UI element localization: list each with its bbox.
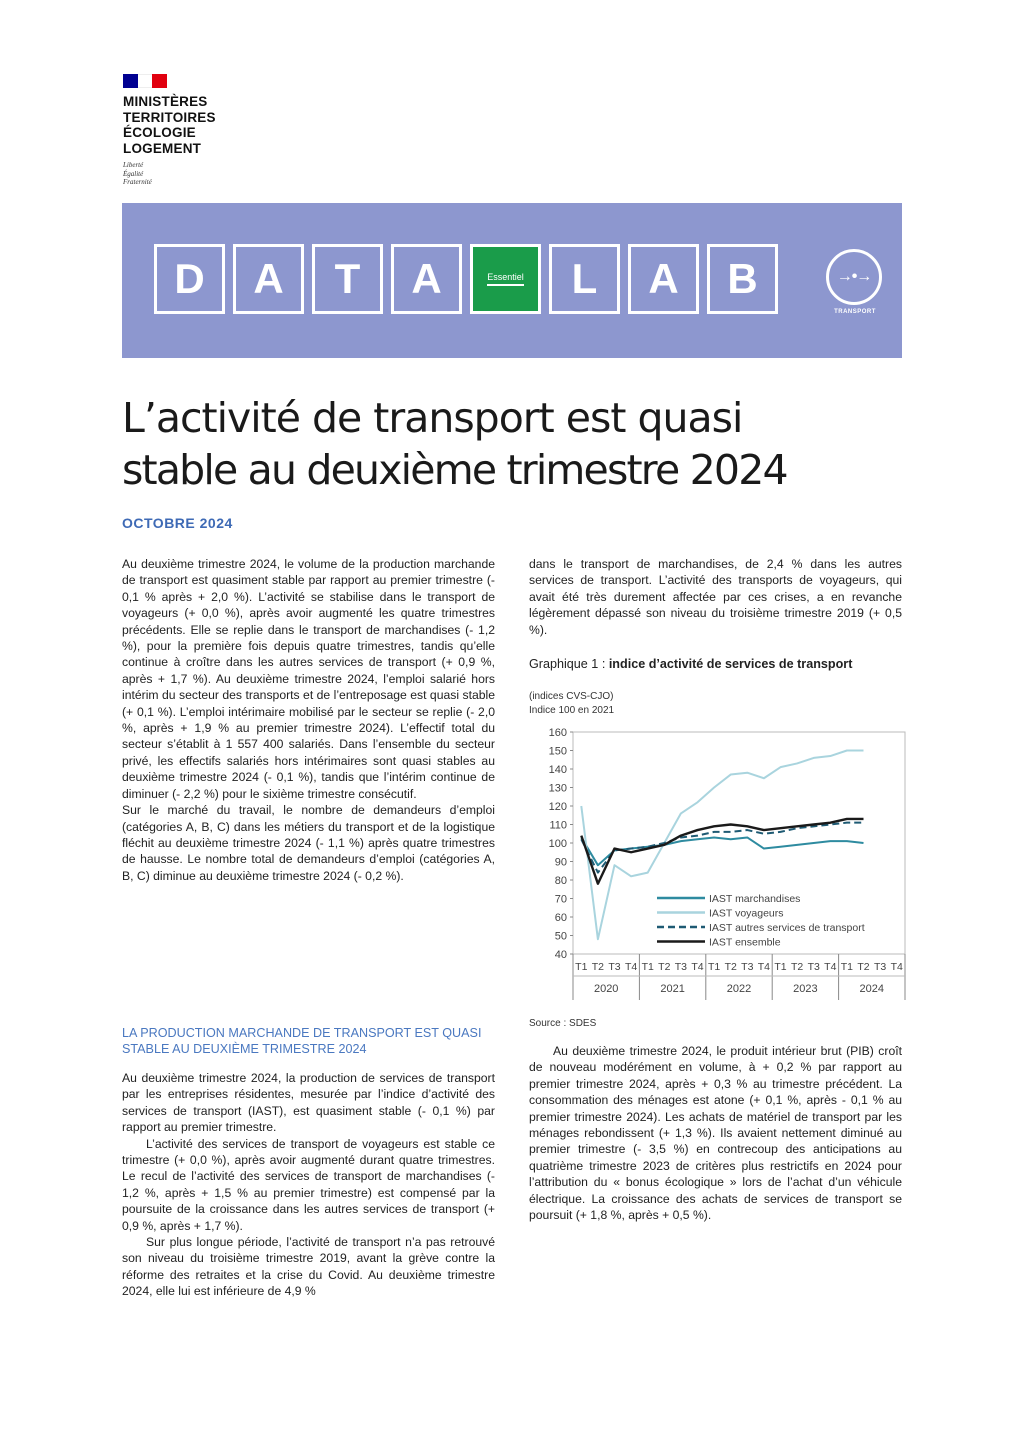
logo-line: TERRITOIRES	[123, 109, 216, 125]
section-heading: LA PRODUCTION MARCHANDE DE TRANSPORT EST QUASI STABLE AU DEUXIÈME TRIMESTRE 2024	[122, 1026, 482, 1057]
legend-label: IAST ensemble	[709, 936, 781, 949]
macro-column	[529, 1043, 902, 1223]
x-year-label: 2022	[726, 983, 752, 995]
banner-letter-tile: T	[312, 244, 383, 314]
y-tick-label: 50	[554, 930, 567, 943]
y-tick-label: 120	[548, 801, 567, 813]
x-tick-label: T2	[857, 961, 870, 973]
motto-line: Fraternité	[123, 178, 152, 186]
section-column	[122, 1070, 495, 1300]
banner-letter-tile: B	[707, 244, 778, 314]
y-tick-label: 140	[548, 764, 567, 776]
banner-letter-tile: L	[549, 244, 620, 314]
x-tick-label: T1	[575, 961, 588, 973]
chart-subtitle: (indices CVS-CJO)	[529, 691, 614, 702]
continuation-paragraph: dans le transport de marchandises, de 2,4 % dans les autres services de transport. L’activité des transports de voyageurs, qui avait été très durement affectée par ces crises, a en revanche légèrement dépassé son niveau du troisième trimestre 2019 (+ 0,5 %).	[529, 557, 902, 637]
paragraph: Sur plus longue période, l’activité de transport n’a pas retrouvé son niveau du troisième trimestre 2019, avant la grève contre la réforme des retraites et la crise du Covid. Au deuxième trimestre 2024, elle lui est inférieure de 4,9 %	[122, 1235, 495, 1299]
french-flag-icon	[123, 74, 167, 88]
y-tick-label: 110	[549, 819, 567, 832]
logo-line: LOGEMENT	[123, 140, 202, 156]
x-tick-label: T1	[774, 961, 787, 973]
banner-tiles	[154, 244, 778, 314]
chart-title	[529, 656, 902, 673]
x-year-label: 2024	[859, 983, 885, 995]
chart-base-note: Indice 100 en 2021	[529, 705, 615, 716]
legend-label: IAST autres services de transport	[709, 922, 865, 934]
legend-label: IAST voyageurs	[709, 907, 784, 920]
y-tick-label: 80	[554, 875, 567, 887]
datalab-banner	[122, 203, 902, 358]
y-tick-label: 40	[554, 949, 567, 961]
x-tick-label: T4	[824, 961, 837, 973]
logo-motto	[123, 161, 263, 187]
paragraph: Au deuxième trimestre 2024, le produit intérieur brut (PIB) croît de nouveau modérément en volume, à + 0,2 % par rapport au premier trimestre 2024, après + 0,3 % au trimestre précédent. La consommation des ménages est atone (+ 0,1 %, après - 0,1 % au premier trimestre 2024). Les achats de matériel de transport par les ménages rebondissent (+ 1,3 %). Ils avaient nettement diminué au premier trimestre (- 3,5 %) en contrecoup des anticipations au quatrième trimestre 2023 de critères plus restrictifs en 2024 pour l’attribution du « bonus écologique » lors de l’achat d’un véhicule électrique. La croissance des achats de services de transport se poursuit (+ 1,8 %, après + 0,5 %).	[529, 1044, 902, 1223]
paragraph: Sur le marché du travail, le nombre de demandeurs d’emploi (catégories A, B, C) dans les métiers du transport et de la logistique fléchit au deuxième trimestre 2024 (- 1,1 %) après quatre trimestres de hausse. Le nombre total de demandeurs d’emploi (catégories A, B, C) diminue au deuxième trimestre 2024 (- 0,2 %).	[122, 803, 495, 883]
paragraph: Au deuxième trimestre 2024, la production de services de transport par les entreprises résidentes, mesurée par l’indice d’activité des services de transport (IAST), est quasiment stable (- 0,1 %) par rapport au premier trimestre.	[122, 1071, 495, 1135]
y-tick-label: 60	[554, 912, 567, 924]
y-tick-label: 100	[548, 838, 567, 850]
x-tick-label: T3	[807, 961, 820, 973]
x-tick-label: T1	[840, 961, 854, 973]
essentiel-label: Essentiel	[487, 272, 524, 286]
x-tick-label: T2	[790, 961, 804, 973]
activity-index-chart	[529, 720, 914, 1010]
series-line	[581, 819, 863, 884]
x-tick-label: T4	[890, 961, 903, 973]
banner-letter-tile: D	[154, 244, 225, 314]
paragraph: L’activité des services de transport de voyageurs est stable ce trimestre (+ 0,0 %), après avoir augmenté durant quatre trimestres. Le recul de l’activité des services de transport de marchandises (- 1,2 %, après + 1,5 % au premier trimestre) est compensé par la poursuite de la croissance dans les autres services de transport (+ 0,9 %, après + 1,7 %).	[122, 1136, 495, 1233]
essentiel-tile	[470, 244, 541, 314]
x-tick-label: T2	[591, 961, 605, 973]
chart-source: Source : SDES	[529, 1018, 597, 1029]
title-line: L’activité de transport est quasi	[122, 394, 743, 442]
x-tick-label: T3	[873, 961, 887, 973]
x-tick-label: T4	[691, 961, 704, 973]
publication-date: OCTOBRE 2024	[122, 515, 233, 531]
x-tick-label: T3	[608, 961, 621, 973]
x-tick-label: T2	[658, 961, 671, 973]
x-tick-label: T2	[724, 961, 737, 973]
x-year-label: 2023	[793, 983, 818, 995]
x-tick-label: T4	[757, 961, 771, 973]
y-tick-label: 70	[554, 893, 567, 906]
logo-line: ÉCOLOGIE	[123, 125, 196, 140]
chart-title-prefix: Graphique 1 :	[529, 657, 609, 671]
x-tick-label: T1	[641, 961, 654, 973]
y-tick-label: 130	[548, 782, 567, 795]
y-tick-label: 160	[548, 727, 567, 739]
banner-letter-tile: A	[628, 244, 699, 314]
x-year-label: 2021	[660, 983, 685, 995]
series-line	[581, 823, 863, 873]
y-tick-label: 150	[548, 745, 567, 758]
chart-title-text: indice d’activité de services de transport	[608, 657, 853, 671]
transport-arrows-icon: →•→	[826, 249, 882, 305]
logo-line: MINISTÈRES	[123, 94, 208, 109]
intro-column	[122, 556, 495, 884]
legend-label: IAST marchandises	[709, 893, 801, 905]
page-title	[122, 392, 902, 496]
x-tick-label: T3	[674, 961, 688, 973]
title-line: stable au deuxième trimestre 2024	[122, 446, 787, 494]
banner-letter-tile: A	[391, 244, 462, 314]
ministry-logo	[123, 74, 263, 187]
x-tick-label: T4	[624, 961, 638, 973]
logo-text	[123, 94, 263, 156]
motto-line: Égalité	[123, 169, 144, 178]
banner-letter-tile: A	[233, 244, 304, 314]
x-tick-label: T1	[707, 961, 721, 973]
badge-label: TRANSPORT	[834, 309, 876, 315]
paragraph: Au deuxième trimestre 2024, le volume de la production marchande de transport est quasiment stable par rapport au premier trimestre (- 0,1 % après + 2,0 %). L’activité se stabilise dans le transport de voyageurs (+ 0,0 %), après avoir augmenté les quatre trimestres précédents. Elle se replie dans le transport de marchandises (- 1,2 %), pour la première fois depuis quatre trimestres, tandis qu’elle continue à croître dans les autres services de transport (+ 0,9 %, après + 1,7 %). Au deuxième trimestre 2024, l’emploi salarié hors intérim du secteur des transports et de l’entreposage est quasi stable (+ 0,1 %). L’emploi intérimaire mobilisé par le secteur se replie (- 2,0 %, après + 1,9 % au premier trimestre 2024). L’effectif total du secteur s’établit à 1 557 400 salariés. Dans l’ensemble du secteur privé, les effectifs salariés hors intérimaires sont quasi stables au deuxième trimestre 2024 (- 0,1 %), tandis que l’intérim continue de diminuer (- 2,2 %) pour le sixième trimestre consécutif.	[122, 557, 495, 801]
x-tick-label: T3	[741, 961, 754, 973]
motto-line: Liberté	[123, 161, 144, 169]
y-tick-label: 90	[554, 856, 567, 869]
x-year-label: 2020	[593, 983, 619, 995]
